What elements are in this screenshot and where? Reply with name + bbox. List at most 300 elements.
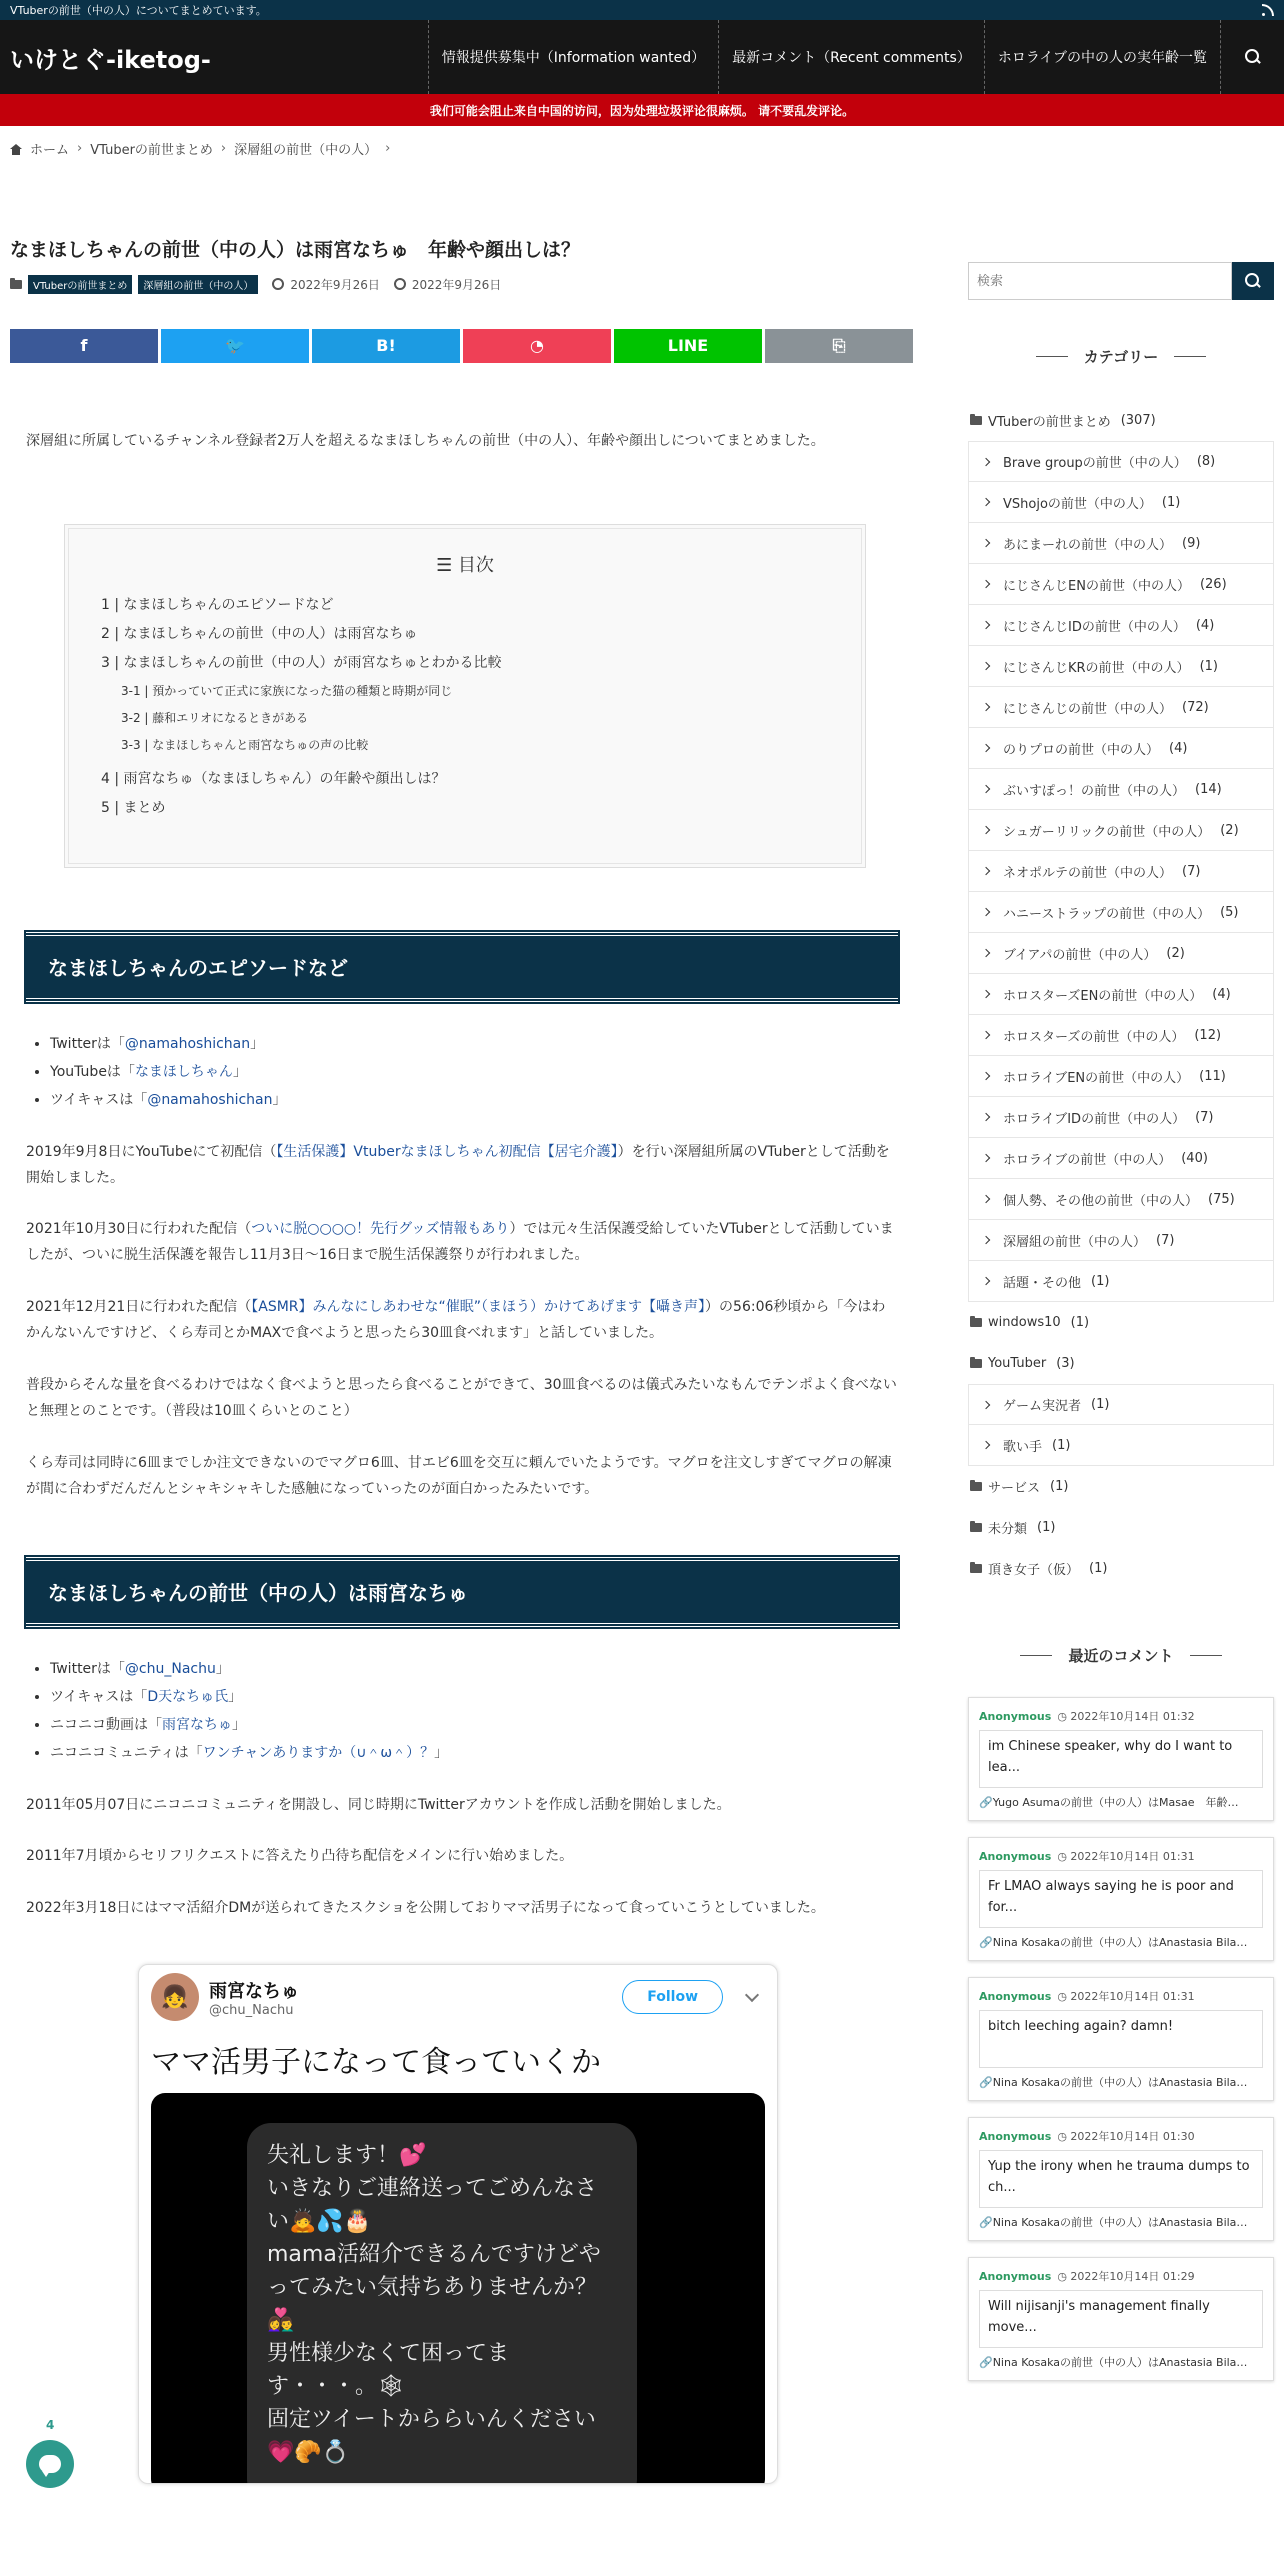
- toc-text[interactable]: なまほしちゃんの前世（中の人）は雨宮なちゅ: [123, 625, 418, 642]
- comment-date: [1057, 1988, 1194, 2004]
- comment-author: Anonymous: [979, 1709, 1052, 1723]
- nav-item-hololive-ages[interactable]: ホロライブの中の人の実年齢一覧: [984, 20, 1220, 94]
- chevron-right-icon: [982, 1195, 990, 1203]
- category-item[interactable]: [968, 810, 1274, 851]
- category-count: (2): [1166, 945, 1185, 961]
- category-item[interactable]: [968, 1220, 1274, 1261]
- chat-button[interactable]: [26, 2440, 74, 2488]
- comment-post-link[interactable]: [979, 1794, 1263, 1810]
- category-name[interactable]: ホロライブENの前世（中の人）: [1003, 1070, 1190, 1086]
- category-count: (1): [1161, 494, 1181, 510]
- category-count: (8): [1196, 454, 1216, 469]
- text: 2021年10月30日に行われた配信（: [26, 1221, 252, 1238]
- top-bar: [0, 0, 1284, 20]
- share-button[interactable]: ⎘: [765, 329, 913, 363]
- text: 2021年12月21日に行われた配信（: [26, 1299, 252, 1316]
- chevron-down-icon[interactable]: [745, 1988, 759, 2002]
- toc-text[interactable]: まとめ: [123, 799, 166, 816]
- category-item[interactable]: [968, 1548, 1274, 1589]
- text: Twitterは「: [50, 1035, 125, 1052]
- category-item[interactable]: [968, 851, 1274, 892]
- comment-text[interactable]: Will nijisanji's management finally move...: [979, 2290, 1263, 2348]
- toc-text[interactable]: なまほしちゃんと雨宮なちゅの声の比較: [152, 737, 369, 752]
- toc-separator: |: [109, 625, 124, 642]
- comment-text[interactable]: Yup the irony when he trauma dumps to ch...: [979, 2150, 1263, 2208]
- text: ）を行い深層組所属のVTuberとして活動を開始しました。: [26, 1143, 890, 1186]
- category-item[interactable]: [968, 564, 1274, 605]
- category-name[interactable]: にじさんじENの前世（中の人）: [1003, 578, 1190, 594]
- category-item[interactable]: [968, 1097, 1274, 1138]
- toc-item[interactable]: [101, 591, 829, 620]
- comment-post-title[interactable]: Nina Kosakaの前世（中の人）はAnastasia Bila…: [992, 2216, 1248, 2229]
- dm-line: 固定ツイートかららいんください💗🥐💍: [267, 2407, 596, 2466]
- paragraph: 2022年3月18日にはママ活紹介DMが送られてきたスクショを公開しておりママ活男子になって食っていこうとしていました。: [26, 1900, 825, 1917]
- published-date: 2022年9月26日: [290, 277, 380, 292]
- recent-comments: [968, 1697, 1274, 2381]
- global-nav: [428, 20, 1284, 94]
- category-item[interactable]: [968, 605, 1274, 646]
- share-buttons: [10, 329, 914, 363]
- category-name[interactable]: ホロスターズの前世（中の人）: [1003, 1029, 1185, 1045]
- category-name[interactable]: ゲーム実況者: [1003, 1399, 1082, 1414]
- chevron-right-icon: [982, 1277, 990, 1285]
- link-list: [26, 1030, 898, 1114]
- toc-item[interactable]: [101, 794, 829, 823]
- category-count: (5): [1220, 904, 1239, 920]
- toc-item[interactable]: [101, 678, 829, 705]
- comment-author: Anonymous: [979, 1849, 1052, 1863]
- toc-text[interactable]: 預かっていて正式に家族になった猫の種類と時期が同じ: [152, 683, 453, 698]
- chevron-right-icon: [982, 949, 990, 957]
- category-count: (75): [1208, 1191, 1235, 1207]
- comment-header: [979, 1708, 1263, 1724]
- list-item: [50, 1086, 898, 1114]
- refresh-icon: [394, 278, 406, 290]
- text: Twitterは「: [50, 1660, 125, 1677]
- category-count: (4): [1212, 986, 1231, 1002]
- category-name[interactable]: ハニーストラップの前世（中の人）: [1003, 906, 1211, 922]
- search-icon: [1245, 273, 1261, 289]
- article-meta: [10, 275, 914, 294]
- category-item[interactable]: [968, 1507, 1274, 1548]
- tweet-author-name[interactable]: 雨宮なちゅ: [209, 1980, 299, 2002]
- toc-item[interactable]: [101, 765, 829, 794]
- category-name[interactable]: あにまーれの前世（中の人）: [1003, 537, 1173, 553]
- rss-icon[interactable]: [1262, 4, 1274, 16]
- text: ）の56:06秒頃から「今はわかんないんですけど、くら寿司とかMAXで食べようと思ったら30皿食べれます」と話していました。: [26, 1299, 886, 1342]
- comment-post-link[interactable]: [979, 2214, 1263, 2230]
- notice-banner: 我们可能会阻止来自中国的访问，因为处理垃圾评论很麻烦。 请不要乱发评论。: [0, 94, 1284, 126]
- chevron-right-icon: [982, 990, 990, 998]
- category-count: (3): [1056, 1356, 1075, 1371]
- folder-icon: [970, 1564, 982, 1573]
- folder-icon: [970, 1523, 982, 1532]
- comment-post-link[interactable]: [979, 2074, 1263, 2090]
- toc-number: 3-3: [121, 737, 141, 752]
- text: 」: [215, 1660, 230, 1677]
- video-link[interactable]: 【ASMR】みんなにしあわせな“催眠”（まほう）かけてあげます【囁き声】: [251, 1299, 706, 1316]
- category-count: (11): [1199, 1068, 1226, 1084]
- toc-item[interactable]: [101, 732, 829, 759]
- toc-item[interactable]: [101, 705, 829, 732]
- category-item[interactable]: [968, 1138, 1274, 1179]
- category-count: (4): [1169, 740, 1188, 756]
- chevron-right-icon: [982, 867, 990, 875]
- text: 」: [232, 1063, 247, 1080]
- search-input[interactable]: [968, 262, 1232, 300]
- category-item[interactable]: [968, 1384, 1274, 1425]
- widget-title-text: 最近のコメント: [1068, 1646, 1174, 1665]
- toc-separator: |: [140, 737, 153, 752]
- chevron-right-icon: [982, 621, 990, 629]
- comment-post-link[interactable]: [979, 1934, 1263, 1950]
- site-logo[interactable]: いけとぐ-iketog-: [10, 45, 211, 74]
- toc-title-text: 目次: [457, 554, 494, 576]
- sidebar-search: [968, 262, 1274, 300]
- comment-author: Anonymous: [979, 2269, 1052, 2283]
- comment-date-text: 2022年10月14日 01:29: [1070, 2270, 1195, 2283]
- chevron-right-icon: [982, 1400, 990, 1408]
- tweet-text: ママ活男子になって食っていくか: [151, 2045, 601, 2081]
- category-item[interactable]: [968, 1015, 1274, 1056]
- text: 」: [272, 1091, 287, 1108]
- breadcrumb-shinsougumi[interactable]: 深層組の前世（中の人）: [234, 142, 378, 158]
- site-tagline: VTuberの前世（中の人）についてまとめています。: [10, 4, 267, 17]
- comment-date-text: 2022年10月14日 01:31: [1070, 1850, 1195, 1863]
- category-badge[interactable]: VTuberの前世まとめ: [28, 275, 132, 294]
- chevron-right-icon: [982, 785, 990, 793]
- comment-card[interactable]: [968, 1697, 1274, 1821]
- dm-line: mama活紹介できるんですけどやってみたい気持ちありませんか？👩‍❤️‍👨: [267, 2242, 601, 2334]
- main-content: [10, 170, 914, 2484]
- category-count: (1): [1050, 1479, 1069, 1494]
- video-link[interactable]: 【生活保護】Vtuberなまほしちゃん初配信【居宅介護】: [276, 1143, 618, 1160]
- toc-item[interactable]: [101, 620, 829, 649]
- share-button[interactable]: B!: [312, 329, 460, 363]
- category-count: (1): [1091, 1273, 1110, 1289]
- category-item[interactable]: [968, 728, 1274, 769]
- chevron-right-icon: [982, 1072, 990, 1080]
- paragraph: [26, 1217, 898, 1269]
- toc-number: 5: [101, 799, 110, 816]
- breadcrumb-separator: ›: [385, 140, 391, 156]
- category-name[interactable]: 個人勢、その他の前世（中の人）: [1003, 1193, 1199, 1209]
- paragraph: [26, 1295, 898, 1347]
- clock-icon: ◷: [1057, 1850, 1071, 1863]
- category-item[interactable]: [968, 1466, 1274, 1507]
- sidebar: [968, 170, 1274, 2484]
- breadcrumb: [0, 126, 1284, 170]
- category-count: (7): [1195, 1109, 1214, 1125]
- clock-icon: ◷: [1057, 1710, 1071, 1723]
- profile-link[interactable]: なまほしちゃん: [134, 1063, 233, 1080]
- category-name[interactable]: にじさんじKRの前世（中の人）: [1003, 660, 1190, 676]
- list-item: [50, 1739, 898, 1767]
- folder-icon: [970, 1482, 982, 1491]
- paragraph: 2011年05月07日にニコニコミュニティを開設し、同じ時期にTwitterアカウントを作成し活動を開始しました。: [26, 1796, 731, 1813]
- folder-icon: [970, 1318, 982, 1327]
- profile-link[interactable]: @chu_Nachu: [124, 1660, 216, 1677]
- tweet-author-handle[interactable]: @chu_Nachu: [209, 2002, 294, 2018]
- category-item[interactable]: [968, 687, 1274, 728]
- list-item: [50, 1711, 898, 1739]
- toc-number: 2: [101, 625, 110, 642]
- toc-separator: |: [109, 770, 124, 787]
- comment-header: [979, 2268, 1263, 2284]
- comment-date-text: 2022年10月14日 01:32: [1070, 1710, 1195, 1723]
- category-name[interactable]: windows10: [988, 1315, 1061, 1330]
- widget-title: [968, 1643, 1274, 1667]
- category-item[interactable]: [968, 769, 1274, 810]
- chevron-right-icon: [982, 744, 990, 752]
- category-count: (1): [1199, 658, 1218, 674]
- category-name[interactable]: VShojoの前世（中の人）: [1003, 496, 1152, 512]
- toc-number: 1: [101, 596, 110, 613]
- link-icon: 🔗: [979, 1796, 993, 1809]
- text: ニコニコミュニティは「: [50, 1744, 203, 1761]
- chevron-right-icon: [982, 1113, 990, 1121]
- category-count: (9): [1182, 535, 1201, 551]
- chevron-right-icon: [982, 1154, 990, 1162]
- category-count: (1): [1052, 1437, 1071, 1453]
- comment-text[interactable]: im Chinese speaker, why do I want to lea...: [979, 1730, 1263, 1788]
- link-icon: 🔗: [979, 2076, 993, 2089]
- link-icon: 🔗: [979, 1936, 993, 1949]
- category-name[interactable]: ホロライブの前世（中の人）: [1003, 1152, 1172, 1168]
- chevron-right-icon: [982, 1441, 990, 1449]
- category-name[interactable]: ネオポルテの前世（中の人）: [1003, 865, 1173, 881]
- paragraph: [26, 1140, 898, 1192]
- text: 」: [228, 1688, 243, 1705]
- category-item[interactable]: [968, 441, 1274, 482]
- comment-text[interactable]: bitch leeching again? damn!: [979, 2010, 1263, 2068]
- list-item: [50, 1683, 898, 1711]
- toc-separator: |: [109, 799, 124, 816]
- site-header: [0, 20, 1284, 94]
- category-count: (7): [1182, 863, 1201, 879]
- embedded-tweet[interactable]: [138, 1964, 778, 2484]
- category-count: (14): [1195, 781, 1222, 797]
- toc-separator: |: [109, 654, 124, 671]
- dm-line: いきなりご連絡送ってごめんなさい🙇💦🎂: [267, 2176, 598, 2235]
- breadcrumb-separator: ›: [77, 140, 83, 156]
- comment-header: [979, 1988, 1263, 2004]
- link-icon: 🔗: [979, 2356, 993, 2369]
- toc-number: 4: [101, 770, 110, 787]
- chevron-right-icon: [982, 498, 990, 506]
- category-name[interactable]: VTuberの前世まとめ: [988, 415, 1111, 430]
- chevron-right-icon: [982, 457, 990, 465]
- text: 」: [250, 1035, 265, 1052]
- widget-title-text: カテゴリー: [1083, 347, 1159, 366]
- category-name[interactable]: 頂き女子（仮）: [988, 1563, 1080, 1578]
- toc-separator: |: [140, 710, 153, 725]
- toc-separator: |: [140, 683, 153, 698]
- breadcrumb-vtuber[interactable]: VTuberの前世まとめ: [90, 142, 213, 158]
- category-count: (2): [1220, 822, 1239, 838]
- comment-card[interactable]: [968, 1837, 1274, 1961]
- comment-author: Anonymous: [979, 1989, 1052, 2003]
- comment-card[interactable]: [968, 1977, 1274, 2101]
- header-search-button[interactable]: [1220, 20, 1284, 94]
- tweet-avatar[interactable]: 👧: [151, 1973, 199, 2021]
- category-count: (4): [1195, 617, 1215, 633]
- paragraph: くら寿司は同時に6皿までしか注文できないのでマグロ6皿、甘エビ6皿を交互に頼んでいたようです。マグロを注文しすぎてマグロの解凍が間に合わずだんだんとシャキシャキした感触になっていったのが面白かったみたいです。: [26, 1454, 892, 1497]
- category-item[interactable]: [968, 974, 1274, 1015]
- chevron-right-icon: [982, 826, 990, 834]
- category-count: (26): [1199, 576, 1227, 592]
- text: 」: [434, 1744, 449, 1761]
- widget-title: [968, 344, 1274, 368]
- article-title: なまほしちゃんの前世（中の人）は雨宮なちゅ 年齢や顔出しは？: [10, 239, 581, 261]
- breadcrumb-home[interactable]: ホーム: [30, 142, 70, 158]
- category-name[interactable]: ブイアパの前世（中の人）: [1003, 947, 1157, 963]
- profile-link[interactable]: D天なちゅ氏: [147, 1688, 229, 1705]
- clock-icon: ◷: [1057, 2270, 1071, 2283]
- chevron-right-icon: [982, 1031, 990, 1039]
- comment-post-title[interactable]: Yugo Asumaの前世（中の人）はMasae 年齢…: [992, 1796, 1239, 1809]
- dm-bubble: [247, 2123, 637, 2484]
- text: 2019年9月8日にYouTubeにて初配信（: [26, 1143, 277, 1160]
- category-item[interactable]: [968, 1179, 1274, 1220]
- category-name[interactable]: のりプロの前世（中の人）: [1003, 742, 1160, 758]
- profile-link[interactable]: ワンチャンありますか（∪＾ω＾）？: [202, 1744, 435, 1761]
- comment-post-title[interactable]: Nina Kosakaの前世（中の人）はAnastasia Bila…: [992, 1936, 1248, 1949]
- list-item: [50, 1655, 898, 1683]
- comment-date: [1057, 1708, 1194, 1724]
- category-count: (1): [1091, 1397, 1110, 1412]
- section-body: [10, 1655, 914, 1923]
- category-count: (40): [1181, 1150, 1208, 1166]
- comment-card[interactable]: [968, 2117, 1274, 2241]
- category-badge[interactable]: 深層組の前世（中の人）: [138, 275, 258, 294]
- category-name[interactable]: 深層組の前世（中の人）: [1003, 1234, 1147, 1250]
- folder-icon: [970, 1359, 982, 1368]
- clock-icon: ◷: [1057, 1990, 1071, 2003]
- category-item[interactable]: [968, 933, 1274, 974]
- toc-text[interactable]: 雨宮なちゅ（なまほしちゃん）の年齢や顔出しは？: [123, 770, 446, 787]
- category-count: (12): [1194, 1027, 1222, 1043]
- category-item[interactable]: [968, 1056, 1274, 1097]
- comment-date-text: 2022年10月14日 01:30: [1070, 2130, 1195, 2143]
- category-count: (1): [1037, 1520, 1056, 1535]
- category-item[interactable]: [968, 892, 1274, 933]
- profile-link[interactable]: @namahoshichan: [147, 1091, 273, 1108]
- category-count: (1): [1070, 1315, 1090, 1330]
- profile-link[interactable]: @namahoshichan: [124, 1035, 251, 1052]
- list-item: [50, 1058, 898, 1086]
- chat-bubble-icon: [39, 2455, 61, 2473]
- toc-title: ☰ 目次: [436, 554, 494, 576]
- chevron-right-icon: [982, 580, 990, 588]
- chevron-right-icon: [982, 908, 990, 916]
- share-button[interactable]: ◔: [463, 329, 611, 363]
- comment-date: [1057, 2268, 1194, 2284]
- home-icon: [10, 144, 22, 155]
- nav-item-information-wanted[interactable]: 情報提供募集中（Information wanted）: [428, 20, 718, 94]
- category-item[interactable]: [968, 523, 1274, 564]
- text: 」: [232, 1716, 246, 1733]
- category-name[interactable]: サービス: [988, 1481, 1041, 1496]
- dm-line: 男性様少なくて困ってます・・・。🕸: [267, 2341, 510, 2400]
- comment-post-title[interactable]: Nina Kosakaの前世（中の人）はAnastasia Bila…: [992, 2356, 1248, 2369]
- section-heading: なまほしちゃんの前世（中の人）は雨宮なちゅ: [26, 1557, 898, 1627]
- tweet-image[interactable]: [151, 2093, 765, 2484]
- comment-post-title[interactable]: Nina Kosakaの前世（中の人）はAnastasia Bila…: [992, 2076, 1248, 2089]
- chat-count-badge: 4: [46, 2418, 55, 2432]
- category-count: (7): [1156, 1232, 1175, 1248]
- search-icon: [1245, 49, 1261, 65]
- category-item[interactable]: [968, 1343, 1274, 1384]
- video-link[interactable]: ついに脱○○○○！先行グッズ情報もあり: [251, 1221, 510, 1238]
- category-item[interactable]: [968, 482, 1274, 523]
- category-count: (72): [1182, 699, 1209, 715]
- paragraph: 普段からそんな量を食べるわけではなく食べようと思ったら食べることができて、30皿食べるのは儀式みたいなもんでテンポよく食べないと無理とのことです。（普段は10皿くらいとのこと）: [26, 1377, 897, 1419]
- category-list: [968, 400, 1274, 1589]
- text: ツイキャスは「: [50, 1091, 148, 1108]
- category-item[interactable]: [968, 1425, 1274, 1466]
- comment-post-link[interactable]: [979, 2354, 1263, 2370]
- category-name[interactable]: Brave groupの前世（中の人）: [1003, 456, 1187, 471]
- share-button[interactable]: 🐦: [161, 329, 309, 363]
- category-item[interactable]: [968, 1261, 1274, 1302]
- category-name[interactable]: ホロスターズENの前世（中の人）: [1003, 988, 1203, 1004]
- chevron-right-icon: [982, 1236, 990, 1244]
- category-count: (307): [1120, 413, 1156, 428]
- share-button[interactable]: f: [10, 329, 158, 363]
- text: ）では元々生活保護受給していたVTuberとして活動していましたが、ついに脱生活保護を報告し11月3日～16日まで脱生活保護祭りが行われました。: [26, 1221, 894, 1264]
- dm-line: 失礼します！💕: [267, 2143, 427, 2169]
- category-name[interactable]: にじさんじの前世（中の人）: [1003, 701, 1173, 717]
- category-name[interactable]: 話題・その他: [1003, 1275, 1082, 1291]
- comment-author: Anonymous: [979, 2129, 1052, 2143]
- toc-item[interactable]: [101, 649, 829, 678]
- toc-text[interactable]: なまほしちゃんのエピソードなど: [123, 596, 334, 613]
- nav-item-recent-comments[interactable]: 最新コメント（Recent comments）: [718, 20, 984, 94]
- intro-text: 深層組に所属しているチャンネル登録者2万人を超えるなまほしちゃんの前世（中の人）、年齢や顔出しについてまとめました。: [26, 432, 825, 449]
- comment-text[interactable]: Fr LMAO always saying he is poor and for...: [979, 1870, 1263, 1928]
- category-name[interactable]: 未分類: [988, 1522, 1028, 1537]
- profile-link[interactable]: 雨宮なちゅ: [162, 1716, 232, 1733]
- paragraph: 2011年7月頃からセリフリクエストに答えたり凸待ち配信をメインに行い始めました。: [26, 1848, 574, 1865]
- category-name[interactable]: 歌い手: [1003, 1439, 1043, 1455]
- section-heading: なまほしちゃんのエピソードなど: [26, 932, 898, 1002]
- toc-separator: |: [109, 596, 124, 613]
- category-name[interactable]: にじさんじIDの前世（中の人）: [1003, 619, 1186, 635]
- category-name[interactable]: シュガーリリックの前世（中の人）: [1003, 824, 1211, 840]
- category-name[interactable]: ホロライブIDの前世（中の人）: [1003, 1111, 1186, 1127]
- search-button[interactable]: [1232, 262, 1274, 300]
- share-button[interactable]: LINE: [614, 329, 762, 363]
- text: YouTubeは「: [50, 1063, 135, 1080]
- folder-icon: [970, 416, 982, 425]
- comment-card[interactable]: [968, 2257, 1274, 2381]
- chevron-right-icon: [982, 703, 990, 711]
- toc-number: 3: [101, 654, 110, 671]
- category-name[interactable]: YouTuber: [988, 1356, 1047, 1371]
- toc-text[interactable]: 藤和エリオになるときがある: [152, 710, 309, 725]
- toc-text[interactable]: なまほしちゃんの前世（中の人）が雨宮なちゅとわかる比較: [123, 654, 502, 671]
- updated-date: 2022年9月26日: [411, 277, 502, 292]
- follow-button[interactable]: Follow: [622, 1980, 723, 2014]
- category-item[interactable]: [968, 400, 1274, 441]
- toc-number: 3-2: [121, 710, 141, 725]
- chevron-right-icon: [982, 662, 990, 670]
- toc-list: [101, 591, 829, 823]
- category-item[interactable]: [968, 646, 1274, 687]
- category-item[interactable]: [968, 1302, 1274, 1343]
- category-name[interactable]: ぶいすぽっ！の前世（中の人）: [1003, 783, 1186, 799]
